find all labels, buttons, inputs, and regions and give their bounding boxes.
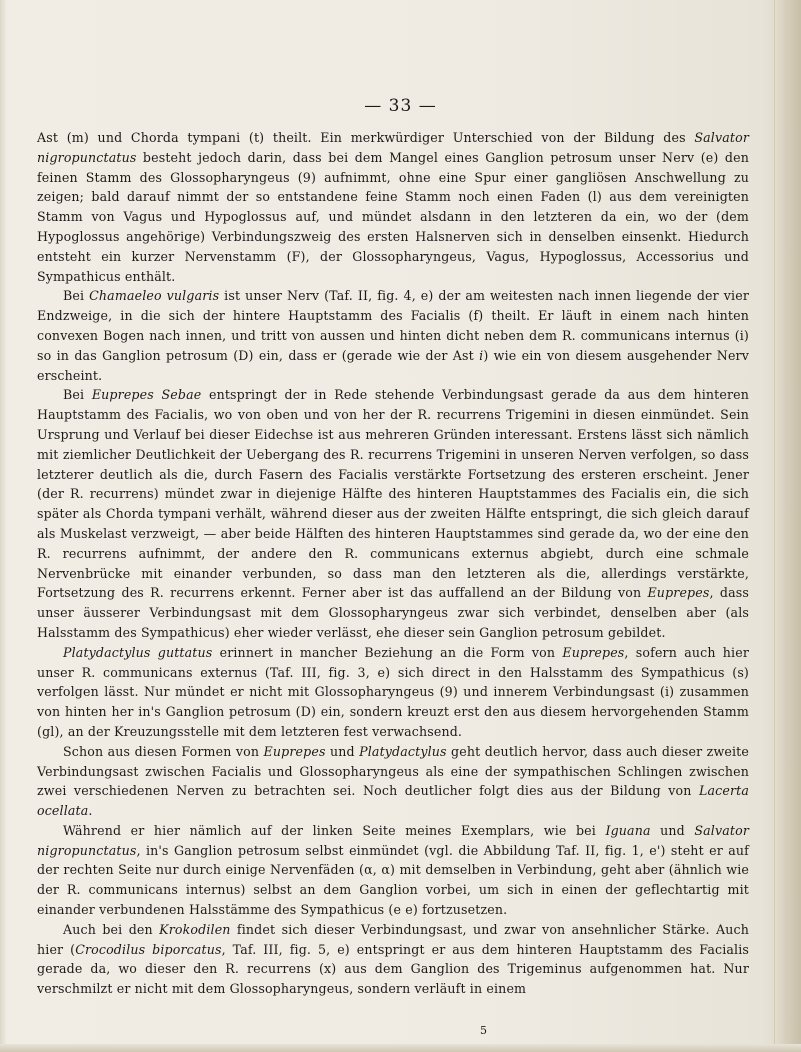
text-run: Während er hier nämlich auf der linken Seite meines Exemplars, wie bei — [63, 822, 606, 838]
paragraph — [37, 286, 749, 385]
page-fore-edge — [774, 0, 801, 1052]
text-run: und — [325, 743, 360, 759]
text-run: , dass unser äusserer Verbindungsast mit dem Glossopharyngeus zwar sich verbindet, denselben aber (als Halsstamm des Sympathicus) eher wieder verlässt, ehe dieser sein Ganglion petrosum gebildet. — [37, 585, 749, 640]
paragraph — [37, 385, 749, 642]
text-run: findet sich dieser Verbindungsast, und zwar von ansehnlicher Stärke. Auch hier ( — [37, 921, 749, 957]
text-run: ist unser Nerv (Taf. II, fig. 4, e) der am weitesten nach innen liegende der vier Endzweige, in die sich der hintere Hauptstamm des Facialis (f) theilt. Er läuft in einem nach hinten convexen Bogen nach innen, und tritt von aussen und hinten dicht neben dem R. communicans internus (i) so in das Ganglion petrosum (D) ein, dass er (gerade wie der Ast — [37, 288, 749, 363]
paragraph — [37, 128, 749, 286]
italic-term: Platydactylus — [359, 743, 447, 759]
text-run: Ast (m) und Chorda tympani (t) theilt. Ein merkwürdiger Unterschied von der Bildung des — [37, 130, 695, 145]
page-number-header: — 33 — — [364, 96, 437, 116]
paragraph — [37, 742, 749, 821]
text-run: besteht jedoch darin, dass bei dem Mangel eines Ganglion petrosum unser Nerv (e) den feinen Stamm des Glossopharyngeus (9) aufnimmt, ohne eine Spur einer gangliösen Anschwellung zu zeigen; bald darauf nimmt der so entstandene feine Stamm noch einen Faden (l) aus dem vereinigten Stamm von Vagus und Hypoglossus auf, und mündet alsdann in den letzteren da ein, wo der (dem Hypoglossus angehörige) Verbindungszweig des ersten Halsnerven sich in denselben einsenkt. Hiedurch entsteht ein kurzer Nervenstamm (F), der Glossopharyngeus, Vagus, Hypoglossus, Accessorius und Sympathicus enthält. — [37, 149, 749, 284]
italic-term: Krokodilen — [159, 921, 231, 937]
italic-term: Euprepes Sebae — [91, 387, 202, 403]
text-run: , sofern auch hier unser R. communicans externus (Taf. III, fig. 3, e) sich direct in den Halsstamm des Sympathicus (s) verfolgen lässt. Nur mündet er nicht mit Glossopharyngeus (9) und innerem Verbindungsast (i) zusammen von hinten her in's Ganglion petrosum (D) ein, sondern kreuzt erst den aus diesem hervorgehenden Stamm (gl), an der Kreuzungsstelle mit dem letzteren fest verwachsend. — [37, 644, 750, 739]
text-run: Auch bei den — [63, 921, 160, 937]
text-run: . — [88, 803, 93, 819]
text-run: Bei — [63, 387, 92, 403]
italic-term: Salvator nigropunctatus — [37, 130, 749, 165]
text-run: , in's Ganglion petrosum selbst einmündet (vgl. die Abbildung Taf. II, fig. 1, e') steht er auf der rechten Seite nur durch einige Nervenfäden (α, α) mit demselben in Verbindung, geht aber (ähnlich wie der R. communicans internus) selbst an dem Ganglion vorbei, um sich in einen der geflechtartig mit einander verbundenen Halsstämme des Sympathicus (e e) fortzusetzen. — [37, 842, 749, 918]
italic-term: i — [479, 347, 484, 363]
page-bottom-edge — [0, 1044, 801, 1052]
text-run: , Taf. III, fig. 5, e) entspringt er aus dem hinteren Hauptstamm des Facialis gerade da, wo dieser den R. recurrens (x) aus dem Ganglion des Trigeminus aufgenommen hat. Nur verschmilzt er nicht mit dem Glossopharyngeus, sondern verläuft in einem — [37, 941, 750, 997]
paragraph — [37, 920, 749, 999]
text-run: Schon aus diesen Formen von — [63, 743, 264, 759]
body-text — [37, 128, 749, 999]
italic-term: Crocodilus biporcatus — [75, 941, 222, 957]
paragraph — [37, 643, 749, 742]
text-run: geht deutlich hervor, dass auch dieser zweite Verbindungsast zwischen Facialis und Glossopharyngeus als eine der sympathischen Schlingen zwischen zwei verschiedenen Nerven zu betrachten sei. Noch deutlicher folgt dies aus der Bildung von — [37, 743, 749, 799]
page-gutter-shadow — [0, 0, 6, 1052]
signature-mark: 5 — [480, 1024, 487, 1037]
text-run: erinnert in mancher Beziehung an die Form von — [212, 644, 563, 660]
italic-term: Platydactylus guttatus — [63, 644, 213, 660]
text-run: ) wie ein von diesem ausgehender Nerv erscheint. — [37, 347, 749, 383]
italic-term: Euprepes — [562, 644, 625, 660]
text-run: entspringt der in Rede stehende Verbindungsast gerade da aus dem hinteren Hauptstamm des Facialis, wo von oben und von her der R. recurrens Trigemini in diesen einmündet. Sein Ursprung und Verlauf bei dieser Eidechse ist aus mehreren Gründen interessant. Erstens lässt sich nämlich mit ziemlicher Deutlichkeit der Uebergang des R. recurrens Trigemini in unseren Nerven verfolgen, so dass letzterer deutlich als die, durch Fasern des Facialis verstärkte Fortsetzung des ersteren erscheint. Jener (der R. recurrens) mündet zwar in diejenige Hälfte des hinteren Hauptstammes des Facialis ein, die sich später als Chorda tympani verhält, während dieser aus der zweiten Hälfte entspringt, die sich gleich darauf als Muskelast verzweigt, — aber beide Hälften des hinteren Hauptstammes sind gerade da, wo der eine den R. recurrens aufnimmt, der andere den R. communicans externus abgiebt, durch eine schmale Nervenbrücke mit einander verbunden, so dass man den letzteren als die, allerdings verstärkte, Fortsetzung des R. recurrens erkennt. Ferner aber ist das auffallend an der Bildung von — [37, 387, 749, 601]
italic-term: Chamaeleo vulgaris — [89, 288, 220, 304]
italic-term: Euprepes — [647, 585, 710, 601]
italic-term: Euprepes — [263, 743, 326, 759]
italic-term: Salvator nigropunctatus — [37, 822, 749, 858]
italic-term: Iguana — [605, 822, 651, 838]
paragraph — [37, 821, 749, 920]
text-run: Bei — [63, 288, 90, 304]
text-run: und — [650, 822, 695, 838]
italic-term: Lacerta ocellata — [37, 783, 749, 819]
